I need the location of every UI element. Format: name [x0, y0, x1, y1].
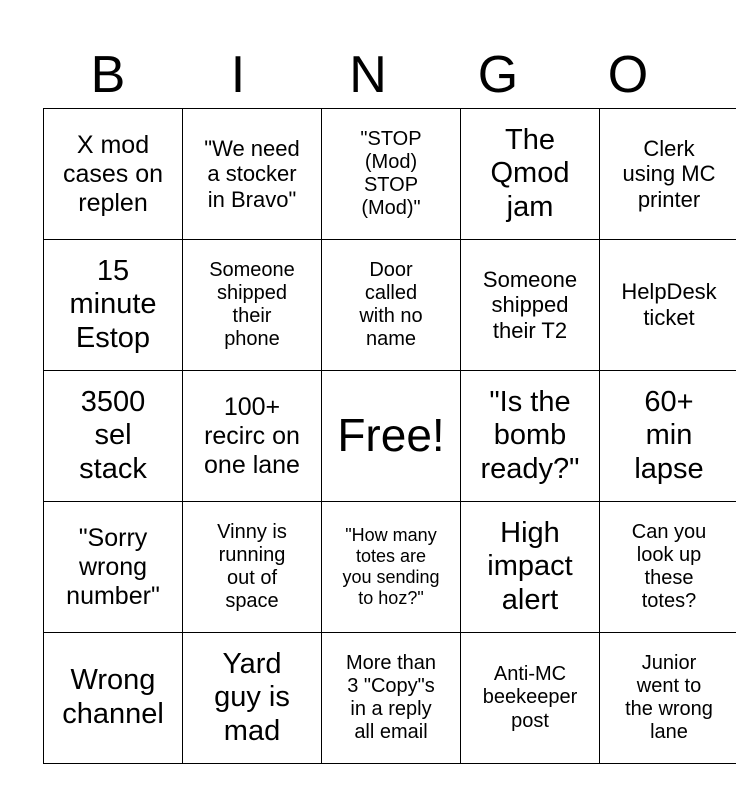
bingo-cell[interactable]: HelpDesk ticket — [600, 240, 736, 371]
bingo-cell[interactable]: X mod cases on replen — [44, 109, 183, 240]
bingo-cell[interactable]: "STOP (Mod) STOP (Mod)" — [322, 109, 461, 240]
grid-row-1 — [44, 109, 736, 240]
header-letter-g: G — [477, 46, 519, 104]
bingo-cell[interactable]: Door called with no name — [322, 240, 461, 371]
bingo-cell[interactable]: Yard guy is mad — [183, 633, 322, 764]
bingo-cell[interactable]: Someone shipped their phone — [183, 240, 322, 371]
grid-row-5 — [44, 633, 736, 764]
grid-row-2 — [44, 240, 736, 371]
bingo-cell[interactable]: "We need a stocker in Bravo" — [183, 109, 322, 240]
bingo-cell[interactable]: Wrong channel — [44, 633, 183, 764]
bingo-cell[interactable]: Anti-MC beekeeper post — [461, 633, 600, 764]
bingo-cell[interactable]: Clerk using MC printer — [600, 109, 736, 240]
bingo-cell[interactable]: Junior went to the wrong lane — [600, 633, 736, 764]
bingo-cell[interactable]: More than 3 "Copy"s in a reply all email — [322, 633, 461, 764]
header-letter-i: I — [230, 46, 246, 104]
bingo-cell[interactable]: The Qmod jam — [461, 109, 600, 240]
free-cell[interactable]: Free! — [322, 371, 461, 502]
bingo-cell[interactable]: 100+ recirc on one lane — [183, 371, 322, 502]
bingo-cell[interactable]: "Sorry wrong number" — [44, 502, 183, 633]
grid-row-4 — [44, 502, 736, 633]
bingo-cell[interactable]: 3500 sel stack — [44, 371, 183, 502]
bingo-cell[interactable]: High impact alert — [461, 502, 600, 633]
bingo-cell[interactable]: Can you look up these totes? — [600, 502, 736, 633]
header-letter-o: O — [607, 46, 649, 104]
bingo-cell[interactable]: Vinny is running out of space — [183, 502, 322, 633]
bingo-cell[interactable]: 60+ min lapse — [600, 371, 736, 502]
bingo-header — [43, 42, 693, 108]
bingo-cell[interactable]: 15 minute Estop — [44, 240, 183, 371]
header-letter-n: N — [349, 46, 387, 104]
header-letter-b: B — [90, 46, 126, 104]
bingo-cell[interactable]: "How many totes are you sending to hoz?" — [322, 502, 461, 633]
grid-row-3 — [44, 371, 736, 502]
bingo-cell[interactable]: Someone shipped their T2 — [461, 240, 600, 371]
bingo-cell[interactable]: "Is the bomb ready?" — [461, 371, 600, 502]
bingo-card-grid — [43, 108, 736, 764]
